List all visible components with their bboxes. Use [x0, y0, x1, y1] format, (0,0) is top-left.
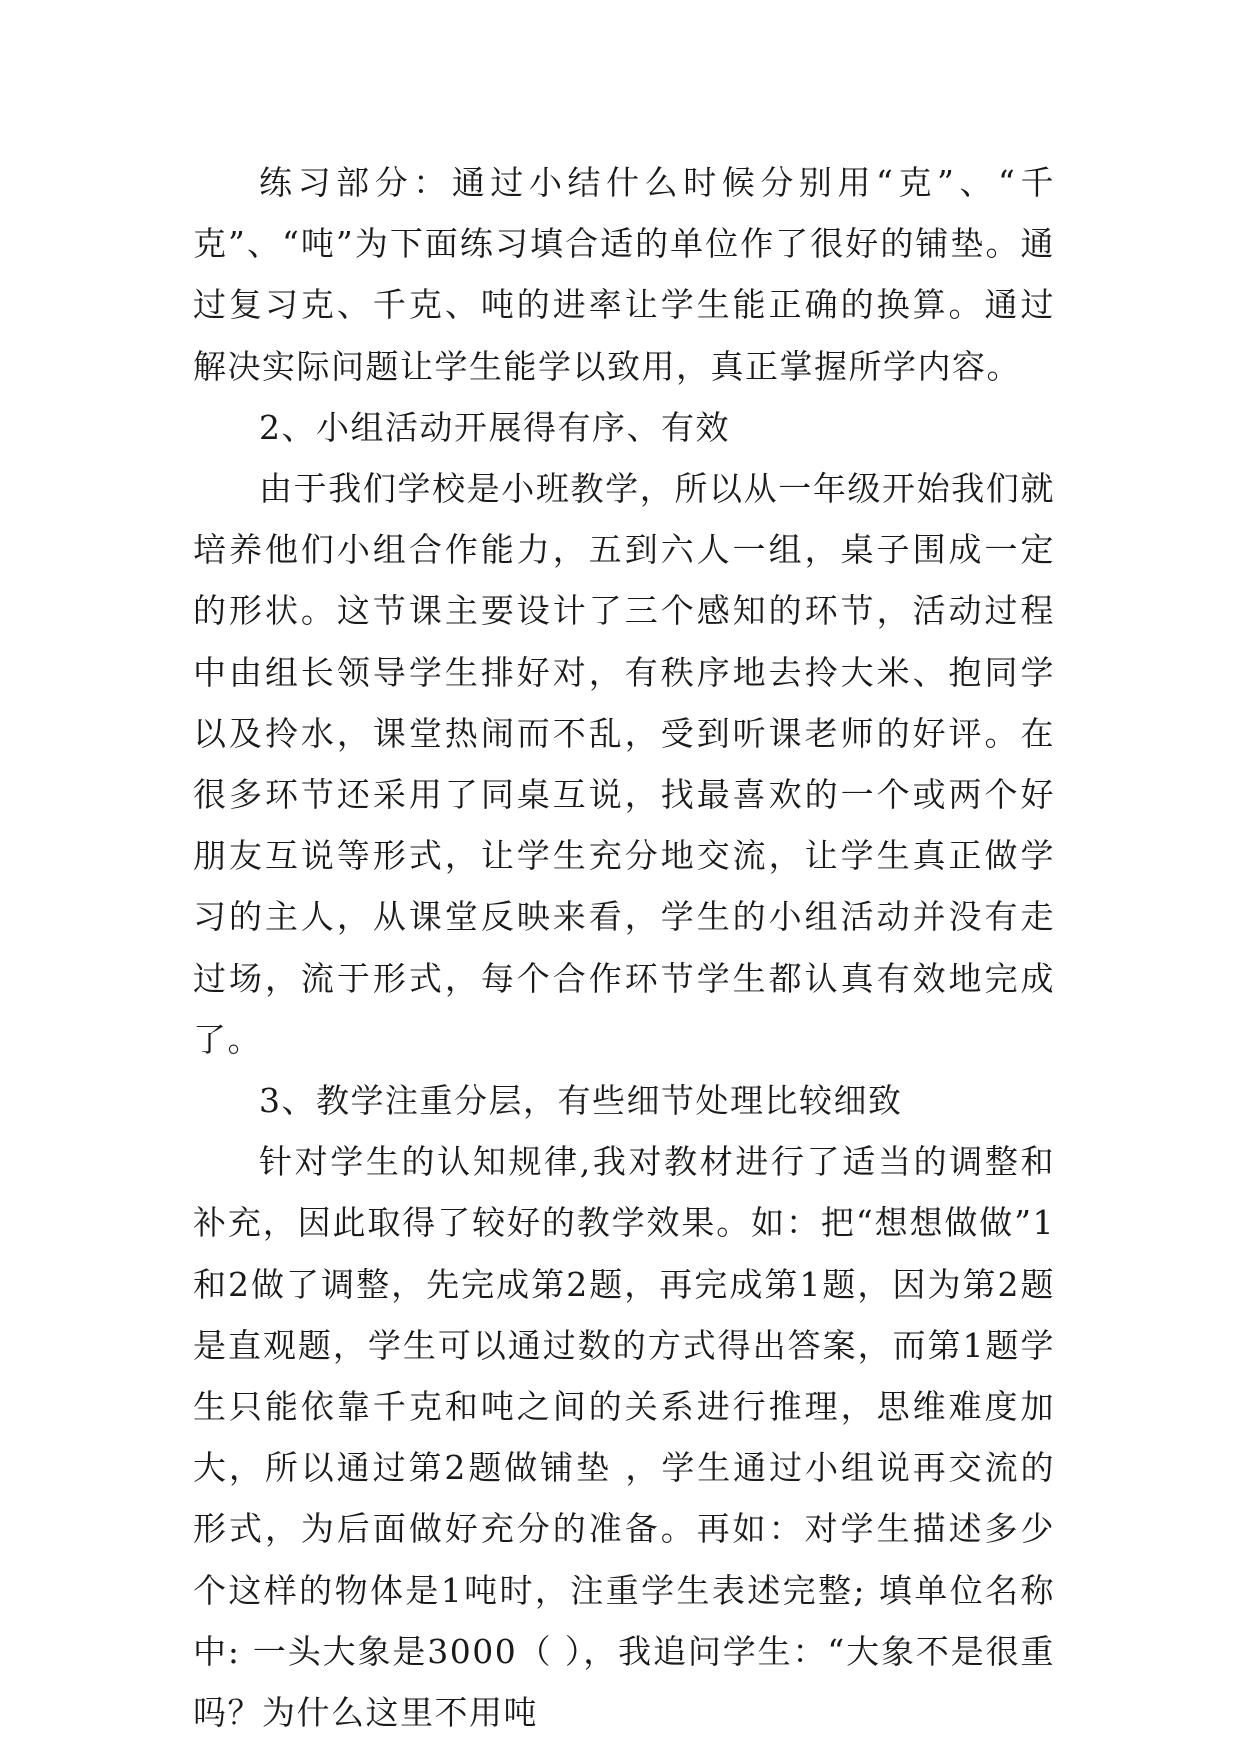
paragraph-layered-teaching: 针对学生的认知规律,我对教材进行了适当的调整和补充，因此取得了较好的教学效果。如：把“想想做做”1和2做了调整，先完成第2题，再完成第1题，因为第2题是直观题，学生可以通过数的方式得出答案，而第1题学生只能依靠千克和吨之间的关系进行推理，思维难度加大，所以通过第2题做铺垫 ，学生通过小组说再交流的形式，为后面做好充分的准备。再如：对学生描述多少个这样的物体是1吨时，注重学生表述完整; 填单位名称中: 一头大象是3000（ ），我追问学生：“大象不是很重吗？为什么这里不用吨 [193, 1142, 1055, 1733]
paragraph-practice-section: 练习部分：通过小结什么时候分别用“克”、“千克”、“吨”为下面练习填合适的单位作了很好的铺垫。通过复习克、千克、吨的进率让学生能正确的换算。通过解决实际问题让学生能学以致用，真正掌握所学内容。 [193, 163, 1055, 386]
section-heading-layered-teaching: 3、教学注重分层，有些细节处理比较细致 [259, 1081, 903, 1121]
document-body [193, 152, 1055, 1743]
paragraph-group-activities: 由于我们学校是小班教学，所以从一年级开始我们就培养他们小组合作能力，五到六人一组，桌子围成一定的形状。这节课主要设计了三个感知的环节，活动过程中由组长领导学生排好对，有秩序地去拎大米、抱同学以及拎水，课堂热闹而不乱，受到听课老师的好评。在很多环节还采用了同桌互说，找最喜欢的一个或两个好朋友互说等形式，让学生充分地交流，让学生真正做学习的主人，从课堂反映来看，学生的小组活动并没有走过场，流于形式，每个合作环节学生都认真有效地完成了。 [193, 469, 1055, 1059]
section-heading-group-activities: 2、小组活动开展得有序、有效 [259, 407, 730, 447]
